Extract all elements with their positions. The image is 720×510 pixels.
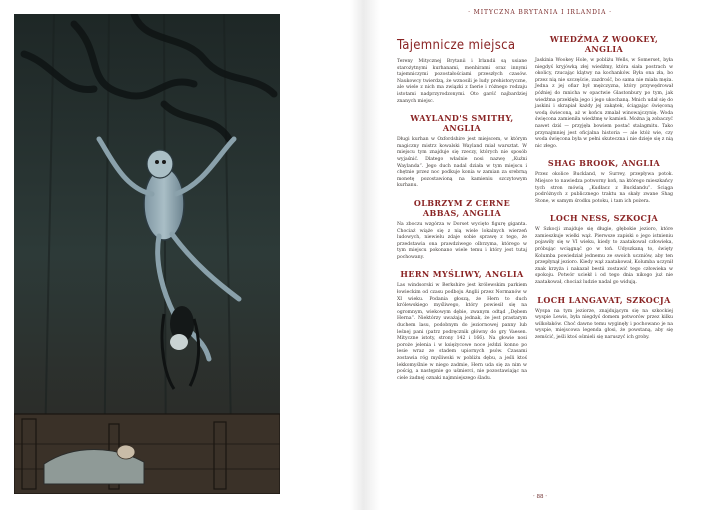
section-text: W Szkocji znajduje się długie, głębokie jezioro, które zamieszkuje wielki wąż. Pierwsze zapiski o jego istnieniu pojawiły się w VI wieku, kiedy to zaatakował człowieka, próbując wciągnąć go w toń. Udyszkaną to, święty Kolumba powiedział jednemu ze swoich uczniów, aby ten przepłynął jezioro. Kiedy wąż zaatakował, Kolumba uczynił znak krzyża i nakazał bestii zostawić tego człowieka w spokoju. Potwór uciekł i od tego dnia nikogo już nie zaatakował, chociaż ludzie nadal go widują. — [535, 227, 673, 286]
section-title: HERN MYŚLIWY, ANGLIA — [400, 269, 524, 280]
page-title: Tajemnicze miejsca — [397, 38, 516, 53]
section-title: SHAG BROOK, ANGLIA — [547, 158, 661, 169]
section-title: OLBRZYM Z CERNE ABBAS, ANGLIA — [413, 197, 511, 218]
text-column-right — [535, 34, 673, 342]
section-text: Przez okolice Buckland, w Surrey, przepływa potok. Miejsce to nawiedza potworny koń, na którego mieszkańcy tych stron mówią „Kudłacz z Bucklandu”. Sciąga podróżnych z publicznego traktu na skały zwane Shag Stone, w samym środku potoku, i tam ich pożera. — [535, 172, 673, 204]
section-title: LOCH LANGAVAT, SZKOCJA — [537, 294, 671, 305]
faerie-creature-illustration — [14, 14, 280, 494]
section-title: WAYLAND'S SMITHY, ANGLIA — [410, 113, 514, 134]
illustration — [14, 14, 280, 494]
section-title: WIEDŹMA Z WOOKEY, ANGLIA — [549, 34, 659, 54]
section-text: Wyspa na tym jeziorze, znajdującym się na szkockiej wyspie Lewis, była niegdyś domem potworów przez kilku wilkołaków. Choć dawno temu wyginęły i pochowano je na wyspie, miejscowa legenda głosi, że powstaną, aby się zemścić, jeśli ktoś ośmieli się naruszyć ich groby. — [535, 308, 673, 340]
intro-paragraph: Tereny Mitycznej Brytanii i Irlandii są usiane starożytnymi kurhanami, menhirami oraz innymi tajemniczymi pozostałościami przeszłych czasów. Naukowcy twierdzą, że wznosili je ludy prehistoryczne, ale wiele z nich ma związki z faerie i różnego rodzaju istotami nadprzyrodzonymi. Oto garść najbardziej znanych miejsc. — [397, 59, 527, 104]
section-text: Długi kurhan w Oxfordshire jest miejscem, w którym magiczny mistrz kowalski Wayland miał warsztat. W miejscu tym znajduje się rzeczy, których nie sposób wyjaśnić. Dlatego właśnie nosi nazwę „Kuźni Waylanda”. Jego duch nadal działa w tym miejscu i chętnie przez noc podkuje konia w zamian za srebrną monetę pozostawioną na kamieniu szczytowym kurhanu. — [397, 137, 527, 189]
text-column-left — [397, 34, 527, 382]
section-text: Jaskinia Wookey Hole, w pobliżu Wells, w Somerset, była niegdyś kryjówką złej wiedźmy, która siała postrach w okolicy, rzucając klątwy na kochanków. Była ona zła, bo przez nią nie szczęście, zazdrość, bo sama nie miała męża. Jedna z jej ofiar był mężczyzna, który przywędrował później do mnicha w opactwie Glastonbury po tym, jak wiedźma przeklęła jego i jego ukochaną. Mnich udał się do jaskini i skrapiał każdy jej zakątek, ściągając święconą wodą świeconą, aż w końcu zmalał winowajczynię. Woda święcona zamieniła wiedźmę w kamień. Można ją zobaczyć nawet dziś — przyjęła bowiem postać stalagmitu. Tako przynajmniej jest oficjalna historia — ale któż wie, czy woda święcona była w pełni skuteczna i nie dzieje się z nią nic złego. — [535, 58, 673, 149]
page-number: · 88 · — [533, 494, 547, 500]
section-text: Las windsorski w Berkshire jest królewskim parkiem łowieckim od czasu podboju Anglii przez Normanów w XI wieku. Podania głoszą, że Hern to duch królewskiego myśliwego, który powiesił się na ogromnym, wiekowym dębie, zwanym odtąd „Dębem Herna”. Niektórzy uważają jednak, że jest prastarym duchem lasu, podobnym do jeziornowej panny lub leśnej pani (patrz podręcznik główny do gry Vaesen. Mityczne istoty, strony 142 i 166). Na głowie nosi poroże jelenia i w księżycowe noce jeździ konno po lesie wraz ze stadem upiornych psów. Czasami zostawia róg myśliwski w pobliżu dębu, a jeśli ktoś lekkomyślnie w niego zadmie, Hern uda się za nim w pościg, a następnie go uśmierci, nie pozostawiając na ciele żadnej oznaki najmniejszego śladu. — [397, 283, 527, 381]
section-text: Na zboczu wzgórza w Dorset wycięto figurę giganta. Chociaż wiąże się z nią wiele lokalnych wierzeń ludowych, niewielu zdaje sobie sprawę z tego, że przedstawia ona prawdziwego olbrzyma, którego w tym miejscu pokonano wiele temu i który jest tutaj pochowany. — [397, 221, 527, 260]
running-head: · MITYCZNA BRYTANIA I IRLANDIA · — [468, 9, 612, 16]
section-title: LOCH NESS, SZKOCJA — [549, 213, 659, 224]
